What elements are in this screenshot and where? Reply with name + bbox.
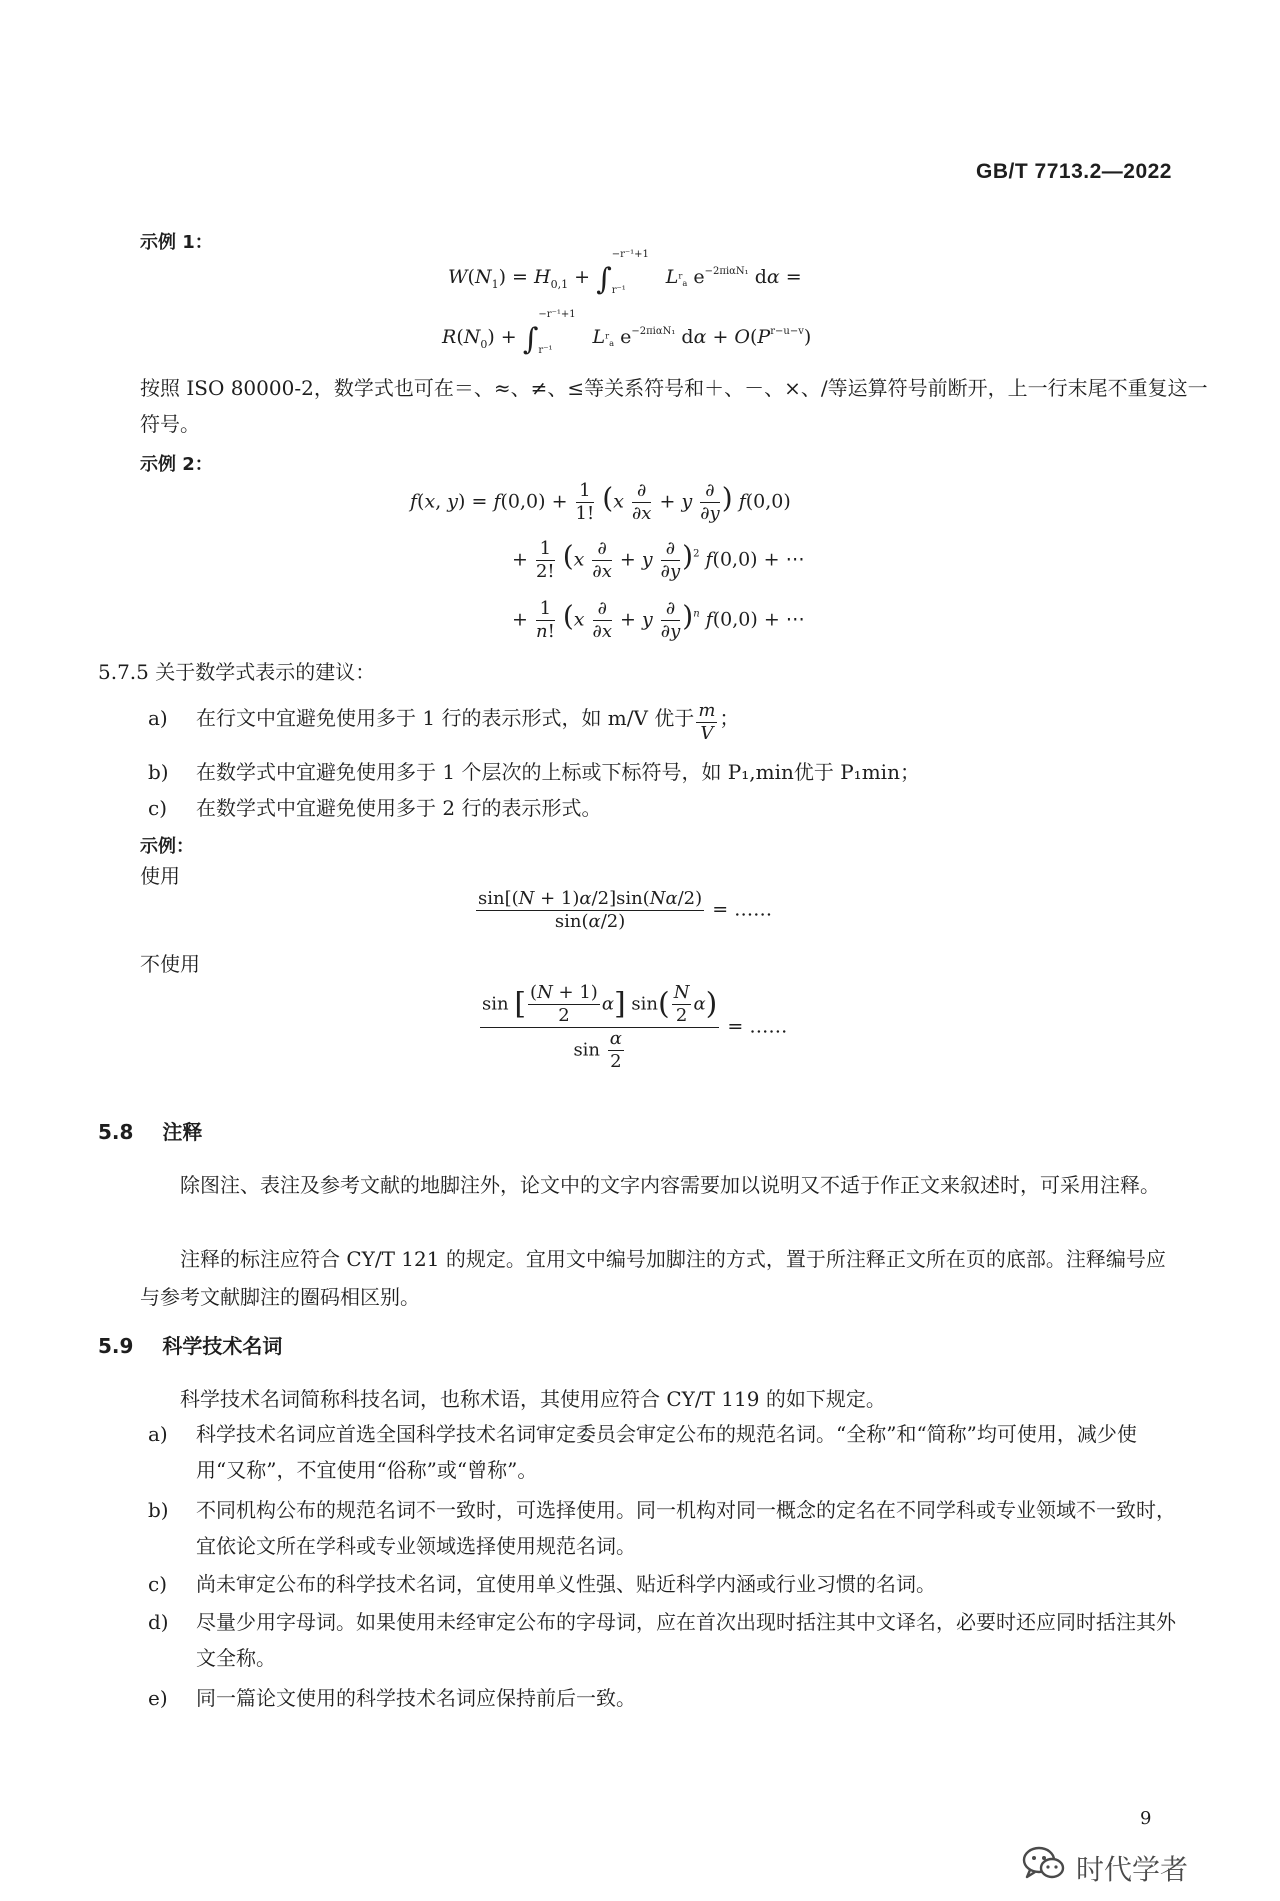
example2-formula-line1: f(x, y) = f(0,0) + $\frac{1}{1!}$ (x $\frac{\partial}{\partial x}$ + y $\frac{\partial}{\partial y}$ ) f(0,0) <box>410 480 791 524</box>
sec59-intro: 科学技术名词简称科技名词，也称术语，其使用应符合 CY/T 119 的如下规定。 <box>180 1387 886 1411</box>
sec59-item-a: a) 科学技术名词应首选全国科学技术名词审定委员会审定公布的规范名词。“全称”和“简称”均可使用，减少使用“又称”，不宜使用“俗称”或“曾称”。 <box>148 1422 1137 1482</box>
sec59-item-c: c) 尚未审定公布的科学技术名词，宜使用单义性强、贴近科学内涵或行业习惯的名词。 <box>148 1572 936 1596</box>
sec58-heading <box>98 1116 202 1145</box>
sec59-title: 科学技术名词 <box>162 1334 283 1358</box>
use-label: 使用 <box>140 864 180 888</box>
iso-note-line2: 符号。 <box>140 412 200 436</box>
sec58-paragraph-1: 除图注、表注及参考文献的地脚注外，论文中的文字内容需要加以说明又不适于作正文来叙述时，可采用注释。 <box>180 1173 1160 1197</box>
sec59-item-d: d) 尽量少用字母词。如果使用未经审定公布的字母词，应在首次出现时括注其中文译名，必要时还应同时括注其外文全称。 <box>148 1610 1176 1670</box>
sec59-number: 5.9 <box>98 1334 134 1358</box>
example2-label: 示例 2： <box>140 454 213 475</box>
standard-id: GB/T 7713.2—2022 <box>976 160 1172 183</box>
sec575-item-a: a) 在行文中宜避免使用多于 1 行的表示形式，如 m/V 优于 $\frac{m}{V}$ ； <box>148 700 740 744</box>
sec58-paragraph-2: 注释的标注应符合 CY/T 121 的规定。宜用文中编号加脚注的方式，置于所注释正文所在页的底部。注释编号应与参考文献脚注的圈码相区别。 <box>140 1247 1166 1309</box>
formula-use: $\frac{\sin[(N + 1)\alpha/2]\sin(N\alpha/2)}{\sin(\alpha/2)}$ = …… <box>478 888 773 932</box>
nouse-label: 不使用 <box>140 952 200 976</box>
example1-formula-line2: $R(N_0)$ + ∫ −r⁻¹+1 r⁻¹ $L^r_a$ $e^{-2\pi i\alpha N_1}$ $d\alpha + O(P^{r-u-v})$ <box>442 309 812 357</box>
sec575-example-label: 示例： <box>140 836 194 857</box>
sec59-item-b: b) 不同机构公布的规范名词不一致时，可选择使用。同一机构对同一概念的定名在不同学科或专业领域不一致时，宜依论文所在学科或专业领域选择使用规范名词。 <box>148 1498 1176 1558</box>
wechat-icon <box>1022 1846 1066 1889</box>
sec58-number: 5.8 <box>98 1120 134 1144</box>
sec59-heading <box>98 1330 282 1359</box>
formula-nouse: sin [ $\frac{(N + 1)}{2}$ α] sin( $\frac{N}{2}$ α) sin $\frac{\alpha}{2}$ = …… <box>482 982 788 1072</box>
sec575-title: 5.7.5 关于数学式表示的建议： <box>98 660 376 684</box>
watermark <box>1022 1846 1188 1889</box>
sec59-item-e: e) 同一篇论文使用的科学技术名词应保持前后一致。 <box>148 1686 636 1710</box>
page-number: 9 <box>1140 1808 1152 1829</box>
example1-formula-line1: $W(N_1) = H_{0,1}$ + ∫ −r⁻¹+1 r⁻¹ $L^r_a$ $e^{-2\pi i\alpha N_1}$ dα = <box>448 249 802 297</box>
sec575-item-c: c) 在数学式中宜避免使用多于 2 行的表示形式。 <box>148 796 602 820</box>
example2-formula-line3: + $\frac{1}{n!}$ (x $\frac{\partial}{\partial x}$ + y $\frac{\partial}{\partial y}$ )$^n$ f(0,0) + ⋯ <box>512 598 805 642</box>
sec575-item-b: b) 在数学式中宜避免使用多于 1 个层次的上标或下标符号，如 P₁,min优于 P₁min； <box>148 760 920 784</box>
example1-label: 示例 1： <box>140 232 213 253</box>
example2-formula-line2: + $\frac{1}{2!}$ (x $\frac{\partial}{\partial x}$ + y $\frac{\partial}{\partial y}$ )$^2$ f(0,0) + ⋯ <box>512 538 805 582</box>
watermark-text: 时代学者 <box>1076 1852 1189 1886</box>
sec58-title: 注释 <box>162 1120 203 1144</box>
iso-note-line1: 按照 ISO 80000-2，数学式也可在＝、≈、≠、≤等关系符号和＋、－、×、/等运算符号前断开，上一行末尾不重复这一 <box>140 376 1208 400</box>
